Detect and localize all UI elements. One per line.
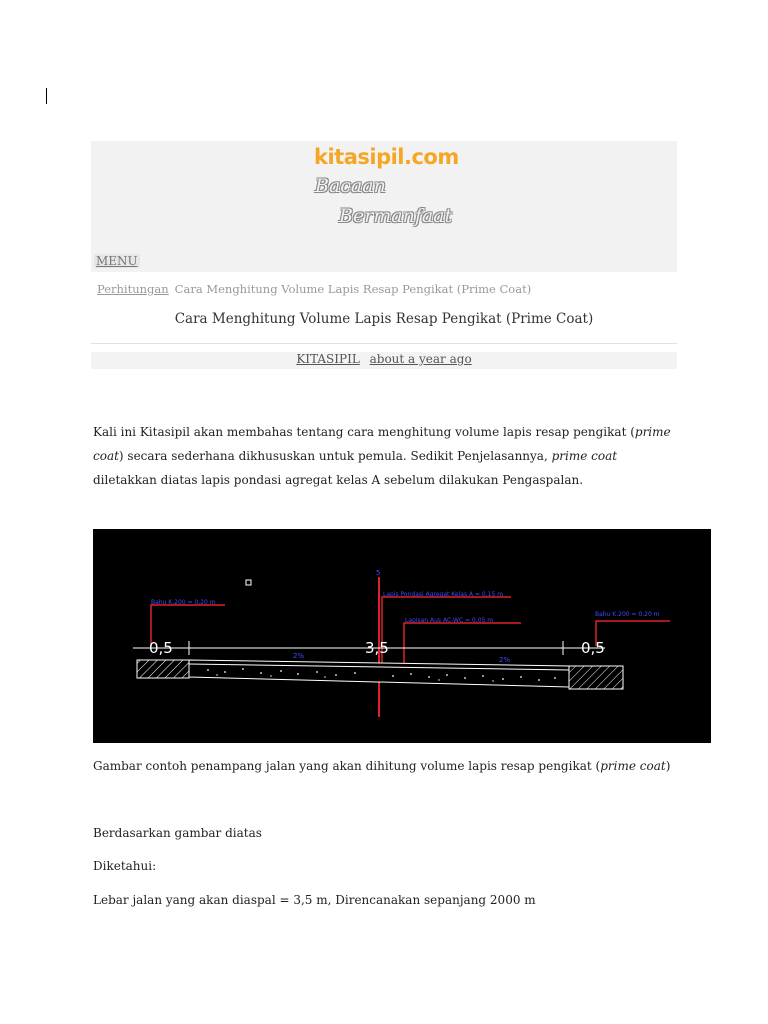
- paragraph-berdasarkan: Berdasarkan gambar diatas: [93, 826, 262, 840]
- author-link[interactable]: KITASIPIL: [296, 352, 360, 366]
- article-meta: [91, 352, 677, 369]
- site-tagline-line-1: Bacaan: [315, 175, 386, 197]
- shoulder-right: [569, 666, 623, 689]
- caption-text-2: ): [665, 759, 671, 773]
- dim-center-label: 3,5: [365, 639, 389, 657]
- shoulder-left: [137, 660, 189, 678]
- label-lpa: Lapis Pondasi Agregat Kelas A = 0,15 m: [383, 591, 504, 598]
- marker-square: [246, 580, 251, 585]
- caption-text-1: Gambar contoh penampang jalan yang akan dihitung volume lapis resap pengikat (: [93, 759, 601, 773]
- text-cursor: [46, 88, 47, 104]
- site-header: [91, 141, 677, 272]
- center-mark-label: 5: [376, 569, 381, 577]
- paragraph-lebar-jalan: Lebar jalan yang akan diaspal = 3,5 m, Direncanakan sepanjang 2000 m: [93, 893, 536, 907]
- road-cross-section-figure: [93, 529, 711, 743]
- menu-button[interactable]: MENU: [96, 254, 138, 268]
- caption-emphasis: prime coat: [600, 759, 666, 773]
- intro-text-3: diletakkan diatas lapis pondasi agregat kelas A sebelum dilakukan Pengaspalan.: [93, 473, 584, 487]
- slope-left-label: 2%: [293, 652, 305, 660]
- figure-caption: [93, 759, 670, 773]
- slope-right-label: 2%: [499, 656, 511, 664]
- breadcrumb-current: Cara Menghitung Volume Lapis Resap Pengikat (Prime Coat): [174, 282, 532, 296]
- intro-text-2: ) secara sederhana dikhususkan untuk pemula. Sedikit Penjelasannya,: [118, 449, 552, 463]
- breadcrumb: [97, 282, 531, 296]
- intro-emphasis-1: prime coat: [93, 425, 671, 463]
- site-tagline-line-2: Bermanfaat: [339, 205, 453, 227]
- intro-paragraph: [93, 420, 673, 492]
- cross-section-drawing: [93, 529, 711, 743]
- leader-bahu-kanan: [596, 621, 670, 646]
- date-link[interactable]: about a year ago: [369, 352, 472, 366]
- leader-lpa: [382, 597, 511, 663]
- breadcrumb-category-link[interactable]: Perhitungan: [97, 282, 169, 296]
- site-logo[interactable]: kitasipil.com: [314, 145, 459, 169]
- label-bahu-kiri: Bahu K.200 = 0,20 m: [151, 599, 216, 606]
- dim-left-label: 0,5: [149, 639, 173, 657]
- label-lapis-aus: Lapisan Aus AC-WC = 0,05 m: [405, 617, 494, 624]
- intro-emphasis-2: prime coat: [551, 449, 618, 463]
- dim-right-label: 0,5: [581, 639, 605, 657]
- article-title: Cara Menghitung Volume Lapis Resap Pengikat (Prime Coat): [174, 311, 594, 327]
- label-bahu-kanan: Bahu K.200 = 0,20 m: [595, 611, 660, 618]
- title-divider: [91, 343, 677, 344]
- paragraph-diketahui: Diketahui:: [93, 859, 157, 873]
- intro-text-1: Kali ini Kitasipil akan membahas tentang cara menghitung volume lapis resap pengikat (: [93, 425, 635, 439]
